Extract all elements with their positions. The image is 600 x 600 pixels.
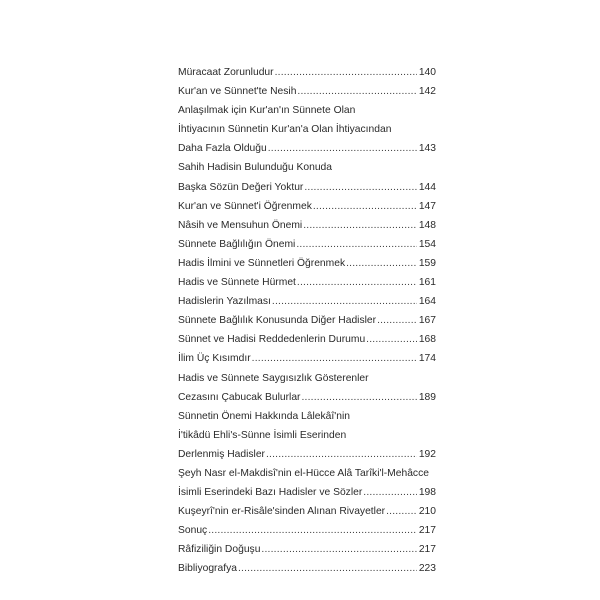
- toc-dot-leader: [272, 292, 417, 311]
- toc-entry-title: Hadis ve Sünnete Hürmet: [178, 277, 296, 289]
- toc-entry: [178, 540, 436, 559]
- toc-entry-title: İsimli Eserindeki Bazı Hadisler ve Sözler: [178, 487, 363, 499]
- toc-entry-leader-line: [178, 139, 436, 158]
- toc-dot-leader: [261, 540, 416, 559]
- toc-entry: [178, 292, 436, 311]
- toc-entry: [178, 330, 436, 349]
- toc-page-number: 167: [418, 315, 436, 327]
- toc-entry: [178, 559, 436, 578]
- toc-entry-title: Nâsih ve Mensuhun Önemi: [178, 219, 303, 231]
- toc-page-number: 164: [418, 296, 436, 308]
- toc-entry-leader-line: [178, 502, 436, 521]
- toc-page-number: 223: [418, 563, 436, 575]
- toc-page-number: 142: [418, 86, 436, 98]
- toc-dot-leader: [268, 139, 417, 158]
- toc-dot-leader: [304, 178, 416, 197]
- toc-entry-title: Daha Fazla Olduğu: [178, 143, 267, 155]
- toc-dot-leader: [313, 197, 417, 216]
- toc-entry-leader-line: [178, 216, 436, 235]
- toc-entry: [178, 101, 436, 158]
- toc-entry: [178, 521, 436, 540]
- toc-entry: [178, 407, 436, 464]
- toc-entry-leader-line: [178, 235, 436, 254]
- toc-page-number: 168: [418, 334, 436, 346]
- toc-entry-leader-line: [178, 445, 436, 464]
- toc-entry-title: Cezasını Çabucak Bulurlar: [178, 391, 301, 403]
- toc-entry-leader-line: [178, 197, 436, 216]
- toc-page-number: 161: [418, 277, 436, 289]
- toc-entry: [178, 311, 436, 330]
- toc-page-number: 144: [418, 181, 436, 193]
- toc-entry: [178, 273, 436, 292]
- toc-entry-leader-line: [178, 63, 436, 82]
- toc-entry-leader-line: [178, 273, 436, 292]
- toc-entry-title: Sünnete Bağlılık Konusunda Diğer Hadisler: [178, 315, 377, 327]
- toc-dot-leader: [266, 445, 417, 464]
- toc-entry-leader-line: [178, 559, 436, 578]
- toc-entry-leader-line: [178, 483, 436, 502]
- toc-entry-title-line: Anlaşılmak için Kur'an'ın Sünnete Olan: [178, 105, 356, 117]
- toc-entry-title: Sonuç: [178, 525, 208, 537]
- toc-page-number: 198: [418, 487, 436, 499]
- toc-entry-title-line: İhtiyacının Sünnetin Kur'an'a Olan İhtiyacından: [178, 124, 392, 136]
- toc-entry-leader-line: [178, 178, 436, 197]
- toc-entry-leader-line: [178, 292, 436, 311]
- toc-entry-title: Kur'an ve Sünnet'i Öğrenmek: [178, 200, 312, 212]
- toc-entry-leader-line: [178, 82, 436, 101]
- toc-dot-leader: [303, 216, 417, 235]
- toc-dot-leader: [366, 330, 417, 349]
- toc-entry-title: Bibliyografya: [178, 563, 237, 575]
- toc-entry-leader-line: [178, 349, 436, 368]
- toc-entry-title-line: Sahih Hadisin Bulunduğu Konuda: [178, 162, 333, 174]
- toc-entry-title: Hadis İlmini ve Sünnetleri Öğrenmek: [178, 257, 346, 269]
- toc-dot-leader: [386, 502, 417, 521]
- toc-page-number: 140: [418, 67, 436, 78]
- toc-entry-leader-line: [178, 540, 436, 559]
- toc-dot-leader: [301, 388, 416, 407]
- toc-page-number: 189: [418, 391, 436, 403]
- toc-entry: [178, 349, 436, 368]
- toc-entry: [178, 158, 436, 196]
- toc-entry-title: Sünnete Bağlılığın Önemi: [178, 238, 296, 250]
- toc-dot-leader: [208, 521, 417, 540]
- toc-dot-leader: [346, 254, 417, 273]
- toc-page-number: 174: [418, 353, 436, 365]
- toc-entry: [178, 369, 436, 407]
- toc-entry-title: Müracaat Zorunludur: [178, 67, 274, 78]
- toc-page-number: 210: [418, 506, 436, 518]
- toc-entry-title-line: İ'tikâdü Ehli's-Sünne İsimli Eserinden: [178, 429, 347, 441]
- toc-page-number: 217: [418, 544, 436, 556]
- toc-entry-title-line: Sünnetin Önemi Hakkında Lâlekâî'nin: [178, 410, 350, 422]
- toc-entry-title-line: Şeyh Nasr el-Makdisî'nin el-Hücce Alâ Tarîki'l-Mehâcce: [178, 467, 429, 479]
- toc-entry-title: Kuşeyrî'nin er-Risâle'sinden Alınan Rivayetler: [178, 506, 386, 518]
- toc-entry-leader-line: [178, 521, 436, 540]
- toc-dot-leader: [238, 559, 417, 578]
- toc-entry-leader-line: [178, 388, 436, 407]
- toc-entry: [178, 502, 436, 521]
- toc-page-number: 143: [418, 143, 436, 155]
- toc-page-number: 217: [418, 525, 436, 537]
- toc-body: [178, 63, 436, 579]
- toc-dot-leader: [363, 483, 417, 502]
- toc-entry-title: Başka Sözün Değeri Yoktur: [178, 181, 304, 193]
- toc-entry: [178, 63, 436, 82]
- toc-page-number: 192: [418, 448, 436, 460]
- toc-entry-leader-line: [178, 254, 436, 273]
- toc-entry-title: Râfiziliğin Doğuşu: [178, 544, 261, 556]
- toc-entry-title: Hadislerin Yazılması: [178, 296, 271, 308]
- toc-dot-leader: [275, 63, 417, 82]
- toc-entry: [178, 235, 436, 254]
- toc-page-number: 159: [418, 257, 436, 269]
- toc-dot-leader: [297, 82, 416, 101]
- toc-entry-leader-line: [178, 330, 436, 349]
- toc-entry-title: İlim Üç Kısımdır: [178, 353, 251, 365]
- toc-entry-leader-line: [178, 311, 436, 330]
- toc-entry: [178, 82, 436, 101]
- toc-entry-title-line: Hadis ve Sünnete Saygısızlık Gösterenler: [178, 372, 369, 384]
- toc-dot-leader: [296, 235, 416, 254]
- toc-entry: [178, 254, 436, 273]
- toc-page-number: 148: [418, 219, 436, 231]
- toc-entry: [178, 197, 436, 216]
- toc-entry-title: Sünnet ve Hadisi Reddedenlerin Durumu: [178, 334, 366, 346]
- table-of-contents: [178, 63, 436, 579]
- toc-entry-title: Kur'an ve Sünnet'te Nesih: [178, 86, 297, 98]
- toc-entry-title: Derlenmiş Hadisler: [178, 448, 265, 460]
- toc-dot-leader: [252, 349, 417, 368]
- toc-entry: [178, 216, 436, 235]
- toc-dot-leader: [297, 273, 417, 292]
- toc-entry: [178, 464, 436, 502]
- toc-page-number: 154: [418, 238, 436, 250]
- toc-dot-leader: [377, 311, 417, 330]
- toc-page-number: 147: [418, 200, 436, 212]
